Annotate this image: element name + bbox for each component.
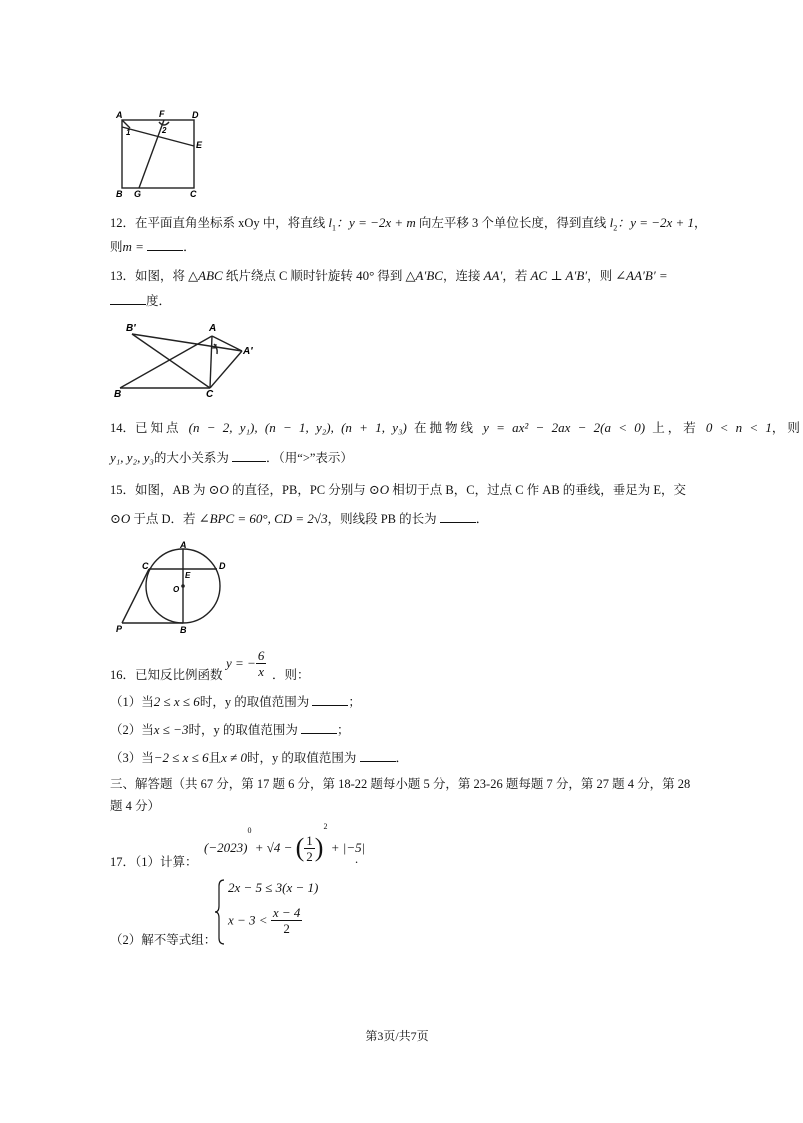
punctuation: ； xyxy=(348,695,361,709)
math-m: m = xyxy=(122,239,144,254)
label-1: 1 xyxy=(126,128,131,137)
math-expression-17-1: $(-2023)^0 + √4$ − ( $\frac{1}{2}$ )$^2$ + |−5| xyxy=(204,822,366,864)
question-14-line-1 xyxy=(110,419,803,437)
question-16-part-3 xyxy=(110,749,408,767)
label-A: A xyxy=(116,110,123,120)
question-text: （3）当 xyxy=(110,751,154,765)
question-number: 15． xyxy=(110,483,136,497)
question-text: ．（用“>”表示） xyxy=(266,451,353,465)
question-number: 16． xyxy=(110,668,136,682)
question-17-label: 17．（1）计算： xyxy=(110,855,198,869)
question-text: 在抛物线 xyxy=(413,421,476,435)
math-angle: 40° xyxy=(356,268,375,283)
question-text: （1）当 xyxy=(110,695,154,709)
angle-arc xyxy=(159,122,169,125)
question-text: 上，若 xyxy=(652,421,699,435)
math-triangle-apbc: △A′BC xyxy=(405,268,443,283)
question-14-line-2 xyxy=(110,449,353,467)
math-segment: AA′ xyxy=(483,268,503,283)
label-O: O xyxy=(173,585,180,594)
label-E: E xyxy=(196,140,203,150)
question-text: ，则 xyxy=(771,421,803,435)
math-perpendicular: AC ⊥ A′B′ xyxy=(530,268,588,283)
label-B: B xyxy=(180,625,187,635)
question-16-part-2 xyxy=(110,721,349,739)
question-12-line-2 xyxy=(110,238,196,256)
math-inequality-2: x − 3 < $\frac{x - 4}{2}$ xyxy=(228,905,301,936)
punctuation: ． xyxy=(395,751,409,765)
question-text: 于点 D．若 xyxy=(133,512,196,526)
segment-BpC xyxy=(132,334,210,388)
label-A: A xyxy=(209,323,217,334)
label-Bprime: B′ xyxy=(126,323,136,334)
segment-ApC xyxy=(210,351,242,388)
math-range: 2 ≤ x ≤ 6 xyxy=(153,694,200,709)
question-text: 时，y 的取值范围为 xyxy=(188,723,298,737)
label-B: B xyxy=(114,389,122,400)
question-15-line-1 xyxy=(110,481,686,499)
question-text: 且 xyxy=(208,751,222,765)
question-13-line-1 xyxy=(110,267,668,285)
label-D: D xyxy=(219,561,226,571)
question-text: 向左平移 3 个单位长度，得到直线 xyxy=(418,216,607,230)
question-text: ，若 xyxy=(502,269,528,283)
question-text: 在平面直角坐标系 xOy 中，将直线 xyxy=(135,216,326,230)
label-B: B xyxy=(116,189,123,199)
question-13-line-2 xyxy=(110,292,171,310)
question-number: 13． xyxy=(110,269,136,283)
math-inverse-function: y = − $\frac{6}{x}$ xyxy=(226,648,265,679)
segment-AC xyxy=(210,336,212,388)
question-text: ．则： xyxy=(272,668,310,682)
question-text: ，连接 xyxy=(442,269,481,283)
question-text: 得到 xyxy=(377,269,403,283)
punctuation: ； xyxy=(336,723,350,737)
math-angle-question: ∠AA′B′ = xyxy=(615,268,668,283)
question-17-part-2-label: （2）解不等式组： xyxy=(110,933,217,947)
math-line-l2: $l_2$：y = −2x + 1 xyxy=(609,215,695,233)
tangent-PC xyxy=(122,569,149,623)
question-text: 纸片绕点 C 顺时针旋转 xyxy=(225,269,353,283)
punctuation: . xyxy=(355,852,359,866)
question-12-line-1 xyxy=(110,214,707,238)
question-text: ，则 xyxy=(587,269,613,283)
question-text: 则 xyxy=(110,240,123,254)
figure-rectangle-ABCD xyxy=(112,108,207,198)
answer-blank[interactable] xyxy=(312,693,348,706)
answer-blank[interactable] xyxy=(440,510,476,523)
question-text: 时，y 的取值范围为 xyxy=(199,695,310,709)
math-triangle-abc: △ABC xyxy=(188,268,223,283)
label-E: E xyxy=(185,571,191,580)
label-C: C xyxy=(190,189,197,199)
math-condition: 0 < n < 1 xyxy=(705,420,772,435)
page-footer: 第3页/共7页 xyxy=(365,1029,429,1043)
label-C: C xyxy=(142,561,149,571)
math-range: −2 ≤ x ≤ 6 xyxy=(153,750,209,765)
label-A: A xyxy=(180,540,187,550)
question-text: 时，y 的取值范围为 xyxy=(247,751,357,765)
label-D: D xyxy=(192,110,199,120)
question-16-part-1 xyxy=(110,693,361,711)
math-circle-o: ⊙O xyxy=(110,511,131,526)
answer-blank[interactable] xyxy=(110,292,146,305)
question-text: （2）当 xyxy=(110,723,154,737)
answer-blank[interactable] xyxy=(360,749,396,762)
brace-icon xyxy=(214,878,226,946)
figure-rotated-triangles xyxy=(112,318,272,398)
math-range: x ≤ −3 xyxy=(153,722,189,737)
answer-blank[interactable] xyxy=(301,721,337,734)
question-text: 相切于点 B，C，过点 C 作 AB 的垂线，垂足为 E，交 xyxy=(392,483,687,497)
question-15-line-2 xyxy=(110,510,488,528)
segment-FG xyxy=(139,120,164,188)
label-G: G xyxy=(134,189,142,199)
section-3-heading-cont: 题 4 分） xyxy=(110,799,161,813)
label-F: F xyxy=(159,109,165,119)
math-circle-o: ⊙O xyxy=(368,482,390,497)
math-condition: ∠BPC = 60°, CD = 2√3 xyxy=(198,511,328,526)
question-text: ，则线段 PB 的长为 xyxy=(327,512,437,526)
label-Aprime: A′ xyxy=(243,346,253,357)
label-P: P xyxy=(116,624,123,634)
center-point xyxy=(181,584,185,588)
math-line-l1: $l_1$：y = −2x + m xyxy=(328,215,416,233)
question-text: 如图，将 xyxy=(135,269,186,283)
question-text: ． xyxy=(475,512,489,526)
figure-circle-tangents xyxy=(112,540,237,635)
punctuation: ． xyxy=(183,240,196,254)
math-y-values: y₁, y₂, y₃ xyxy=(110,450,154,465)
math-circle-o: ⊙O xyxy=(208,482,229,497)
question-text: 如图，AB 为 xyxy=(135,483,206,497)
question-16-intro xyxy=(110,666,223,684)
math-condition: x ≠ 0 xyxy=(221,750,247,765)
question-text: 已知点 xyxy=(135,421,182,435)
math-points: (n − 2, y₁), (n − 1, y₂), (n + 1, y₃) xyxy=(188,420,407,435)
question-number: 12． xyxy=(110,216,136,230)
question-number: 14． xyxy=(110,421,136,435)
math-parabola: y = ax² − 2ax − 2(a < 0) xyxy=(483,420,646,435)
punctuation: ， xyxy=(694,216,707,230)
section-3-heading: 三、解答题（共 67 分，第 17 题 6 分，第 18-22 题每小题 5 分，第 23-26 题每题 7 分，第 27 题 4 分，第 28 xyxy=(110,777,691,791)
label-C: C xyxy=(206,389,214,400)
question-text: 度． xyxy=(146,294,172,308)
math-inequality-1: 2x − 5 ≤ 3(x − 1) xyxy=(228,880,319,895)
question-text: 的直径，PB，PC 分别与 xyxy=(232,483,366,497)
answer-blank[interactable] xyxy=(232,449,266,462)
label-2: 2 xyxy=(162,126,167,135)
question-text: 已知反比例函数 xyxy=(135,668,223,682)
question-text: 的大小关系为 xyxy=(153,451,229,465)
answer-blank[interactable] xyxy=(147,238,183,251)
